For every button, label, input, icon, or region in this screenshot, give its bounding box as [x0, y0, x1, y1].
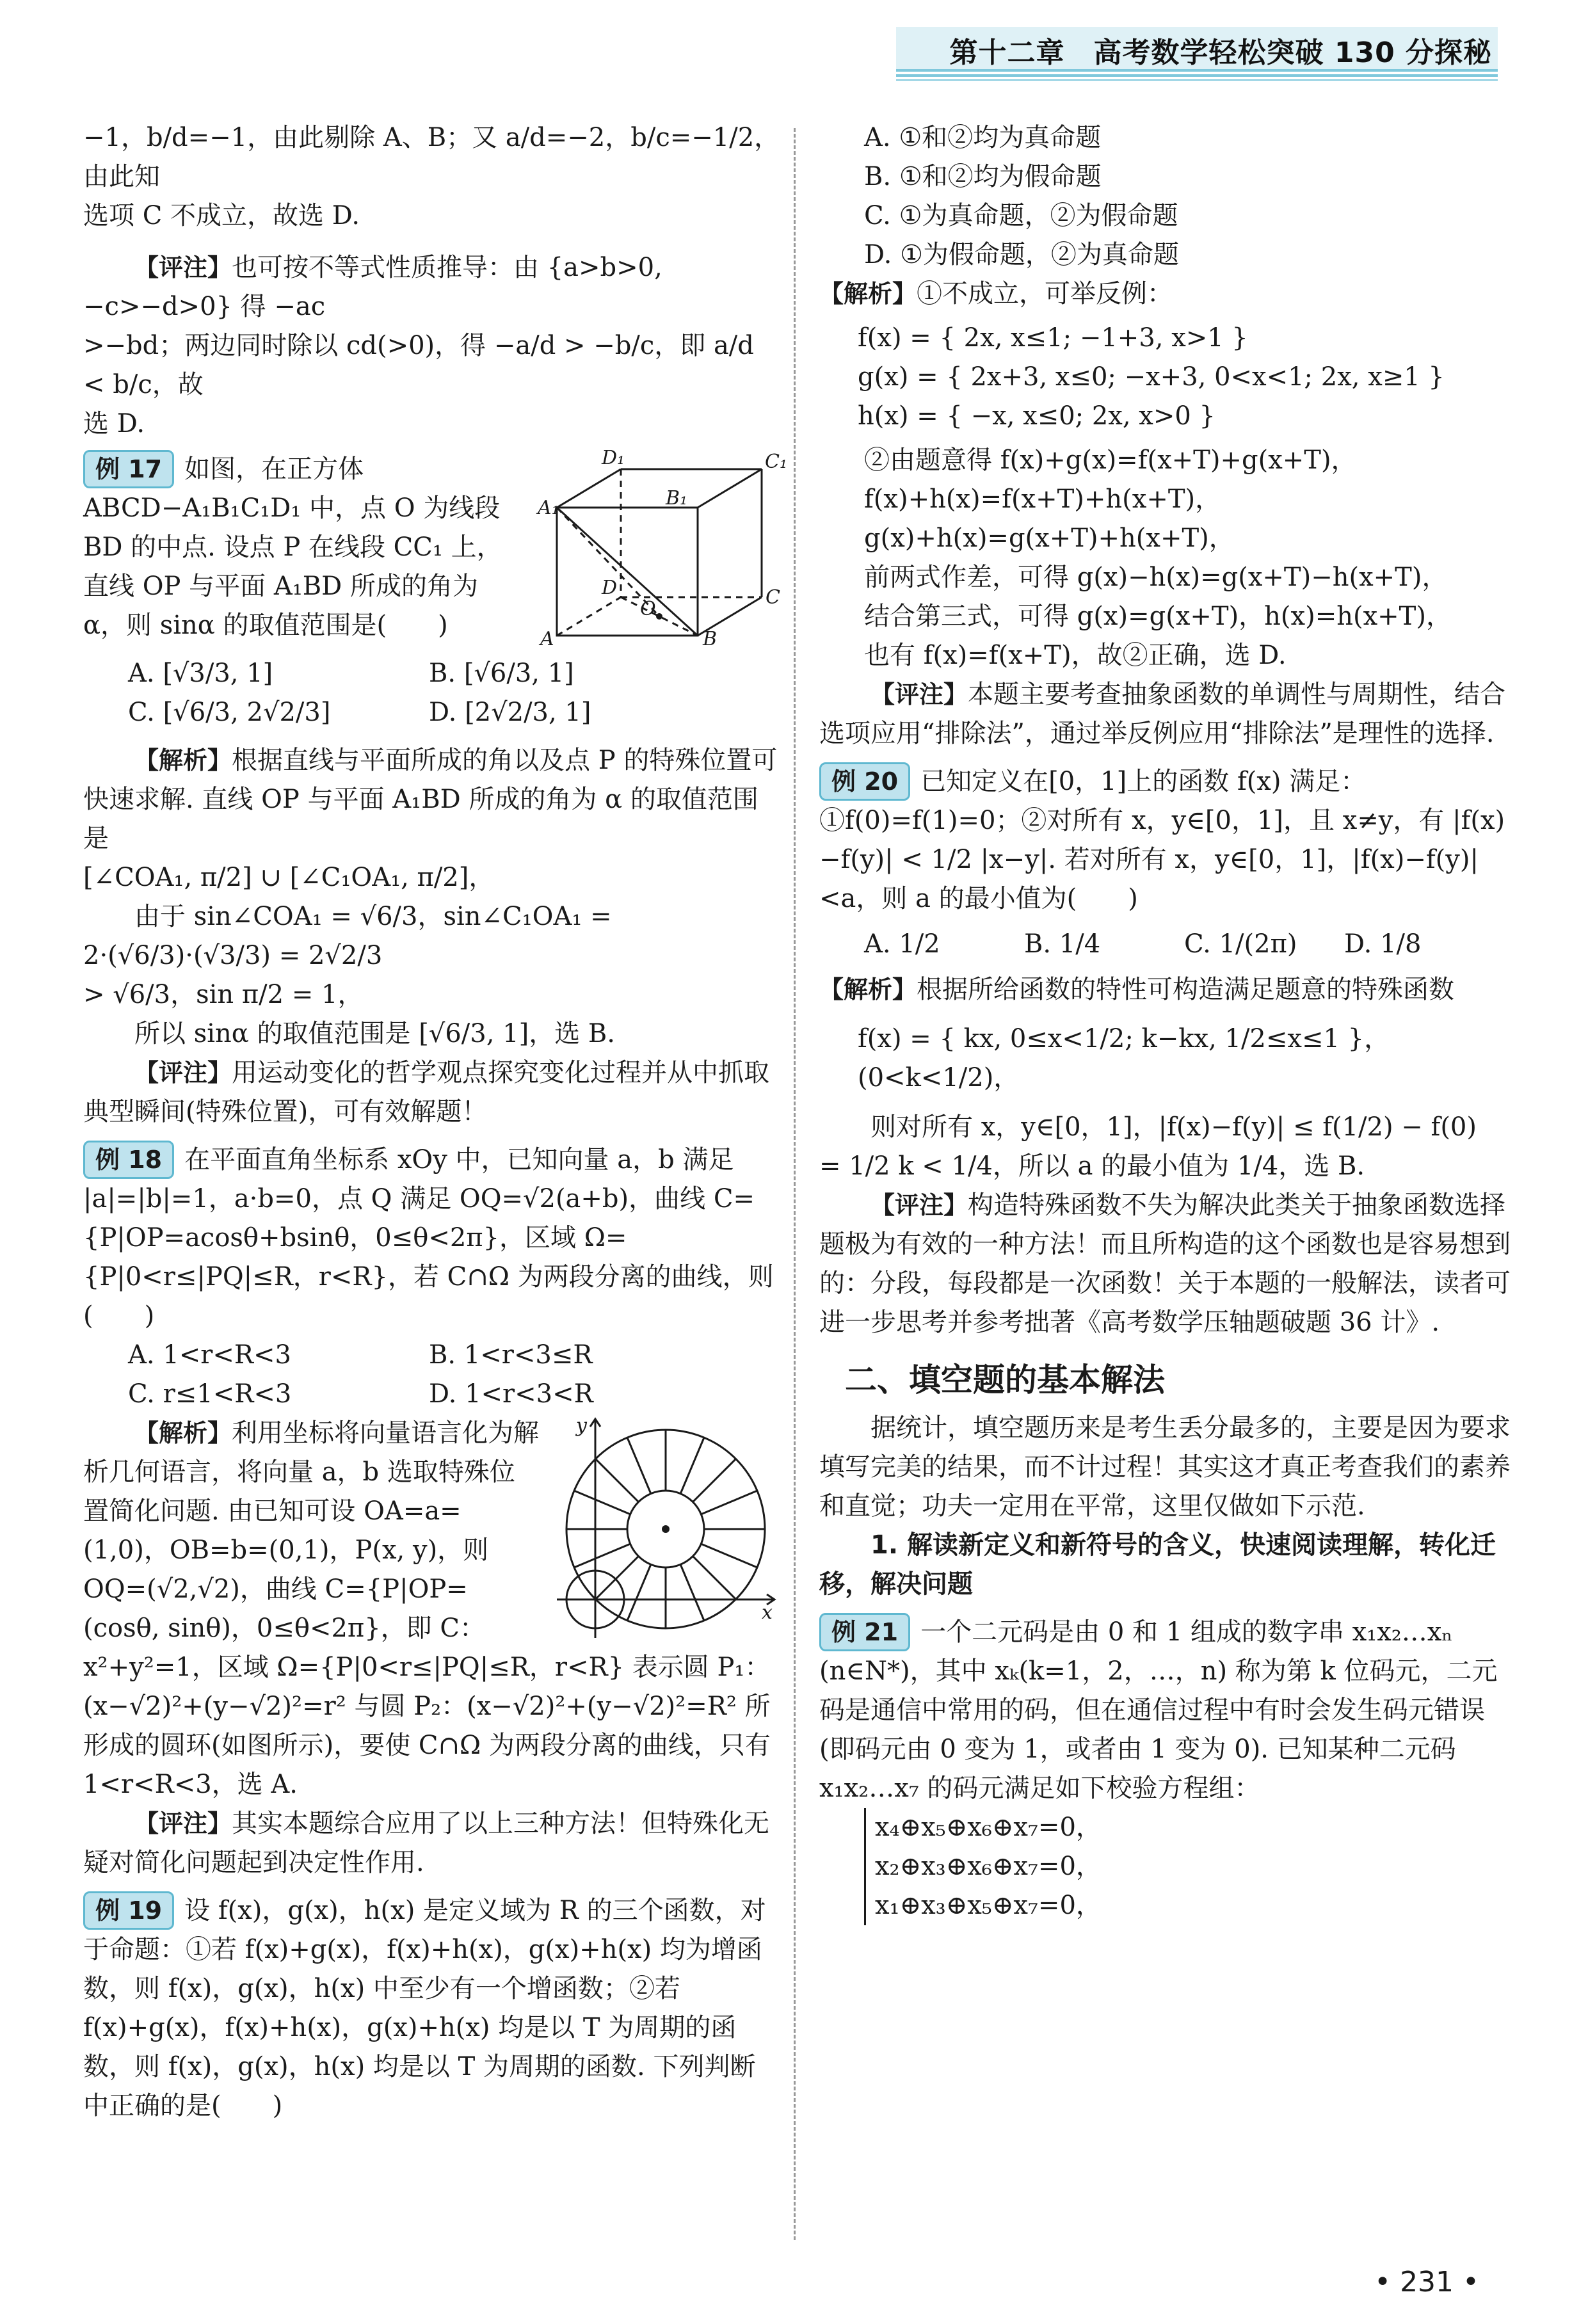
equation-1: x₄⊕x₅⊕x₆⊕x₇=0，	[875, 1813, 1102, 1842]
note-17	[83, 1054, 781, 1132]
solution-19-steps	[819, 441, 1517, 675]
example-18-options	[83, 1336, 781, 1414]
axis-x-label: x	[762, 1601, 773, 1624]
label-d1: D₁	[602, 447, 625, 469]
option-c: C. ①为真命题，②为假命题	[864, 201, 1178, 230]
header-stripes	[896, 69, 1498, 81]
example-17-badge: 例 17	[83, 450, 174, 488]
option-d: D. 1<r<3<R	[429, 1379, 593, 1409]
solution-20-answer: = 1/2 k < 1/4，所以 a 的最小值为 1/4，选 B.	[819, 1151, 1365, 1181]
label-c1: C₁	[765, 451, 787, 473]
example-18-text-2: |a|=|b|=1，a·b=0，点 Q 满足 OQ=√2(a+b)，曲线 C={P|OP=acosθ+bsinθ，0≤θ<2π}，区域 Ω={P|0<r≤|PQ|≤R，r<R}，若 C∩Ω 为两段分离的曲线，则( )	[83, 1184, 774, 1331]
solution-17-answer: 所以 sinα 的取值范围是 [√6/3, 1]，选 B.	[134, 1019, 616, 1048]
label-b1: B₁	[666, 487, 688, 509]
option-b: B. 1<r<3≤R	[429, 1340, 593, 1370]
option-c: C. r≤1<R<3	[128, 1379, 292, 1409]
example-19	[83, 1891, 781, 2126]
step-4: 前两式作差，可得 g(x)−h(x)=g(x+T)−h(x+T)，	[864, 563, 1448, 592]
example-17	[83, 447, 787, 650]
option-b: B. [√6/3, 1]	[429, 659, 574, 688]
solution-tag: 【解析】	[134, 1419, 232, 1447]
right-column	[819, 118, 1517, 1925]
piecewise-g: g(x) = { 2x+3, x≤0; −x+3, 0<x<1; 2x, x≥1 }	[858, 362, 1445, 392]
example-21	[819, 1613, 1517, 1808]
label-a: A	[540, 628, 554, 650]
example-18-badge: 例 18	[83, 1141, 174, 1179]
check-equations	[864, 1808, 1517, 1925]
example-19-text: 设 f(x)，g(x)，h(x) 是定义域为 R 的三个函数，对于命题：①若 f(x)+g(x)，f(x)+h(x)，g(x)+h(x) 均为增函数，则 f(x)，g(x)，h(x) 中至少有一个增函数；②若 f(x)+g(x)，f(x)+h(x)，g(x)+h(x) 均是以 T 为周期的函数，则 f(x)，g(x)，h(x) 均是以 T 为周期的函数. 下列判断中正确的是( )	[83, 1896, 766, 2120]
solution-tag: 【解析】	[819, 280, 917, 308]
piecewise-f: f(x) = { 2x, x≤1; −1+3, x>1 }	[858, 323, 1248, 353]
example-17-options	[83, 654, 781, 732]
step-2: f(x)+h(x)=f(x+T)+h(x+T)，	[864, 485, 1221, 514]
option-d: D. ①为假命题，②为真命题	[864, 240, 1179, 269]
solution-20-bound: 则对所有 x，y∈[0，1]，|f(x)−f(y)| ≤ f(1/2) − f(0)	[870, 1112, 1477, 1142]
solution-19	[819, 275, 1517, 314]
piecewise-special-f: f(x) = { kx, 0≤x<1/2; k−kx, 1/2≤x≤1 }，(0<k<1/2)，	[858, 1024, 1390, 1093]
option-a: A. [√3/3, 1]	[128, 659, 273, 688]
note-tag: 【评注】	[134, 1809, 232, 1838]
annulus-figure	[550, 1414, 781, 1644]
label-b: B	[703, 628, 718, 650]
subsection-heading: 1. 解读新定义和新符号的含义，快速阅读理解，转化迁移，解决问题	[819, 1530, 1496, 1599]
solution-17-calc: 由于 sin∠COA₁ = √6/3，sin∠C₁OA₁ = 2·(√6/3)·(√3/3) = 2√2/3	[83, 902, 612, 970]
label-o: O	[640, 598, 656, 620]
solution-tag: 【解析】	[134, 746, 232, 774]
note-17-text: 用运动变化的哲学观点探究变化过程并从中抓取典型瞬间(特殊位置)，可有效解题！	[83, 1058, 770, 1126]
option-a: A. 1<r<R<3	[128, 1340, 291, 1370]
example-21-text: 一个二元码是由 0 和 1 组成的数字串 x₁x₂…xₙ (n∈N*)，其中 xₖ(k=1，2，…，n) 称为第 k 位码元，二元码是通信中常用的码，但在通信过程中有时会发生码元错误(即码元由 0 变为 1，或者由 1 变为 0). 已知某种二元码 x₁x₂…x₇ 的码元满足如下校验方程组：	[819, 1617, 1498, 1803]
option-c: C. 1/(2π)	[1184, 929, 1297, 959]
note-tag: 【评注】	[134, 253, 232, 282]
label-d: D	[602, 577, 618, 599]
option-a: A. ①和②均为真命题	[864, 123, 1102, 152]
note-19-text: 本题主要考查抽象函数的单调性与周期性，结合选项应用“排除法”，通过举反例应用“排除法”是理性的选择.	[819, 680, 1506, 748]
solution-20	[819, 970, 1517, 1009]
solution-17-compare: > √6/3，sin π/2 = 1，	[83, 980, 364, 1009]
note-18	[83, 1804, 781, 1882]
note-20	[819, 1186, 1517, 1342]
step-5: 结合第三式，可得 g(x)=g(x+T)，h(x)=h(x+T)，	[864, 602, 1452, 631]
example-21-badge: 例 21	[819, 1613, 910, 1651]
example-20-options	[819, 925, 1517, 964]
section-intro: 据统计，填空题历来是考生丢分最多的，主要是因为要求填写完美的结果，而不计过程！其实这才真正考查我们的素养和直觉；功夫一定用在平常，这里仅做如下示范.	[819, 1413, 1511, 1521]
chapter-title: 第十二章 高考数学轻松突破 130 分探秘	[949, 36, 1492, 69]
continued-line-2: 选项 C 不成立，故选 D.	[83, 201, 360, 230]
option-d: D. [2√2/3, 1]	[429, 698, 591, 727]
step-6: 也有 f(x)=f(x+T)，故②正确，选 D.	[864, 641, 1287, 670]
note-tag: 【评注】	[870, 1191, 968, 1219]
example-20-text: 已知定义在[0，1]上的函数 f(x) 满足：①f(0)=f(1)=0；②对所有 x，y∈[0，1]，且 x≠y，有 |f(x)−f(y)| < 1/2 |x−y|. 若对所有 x，y∈[0，1]，|f(x)−f(y)|<a，则 a 的最小值为( )	[819, 767, 1505, 913]
example-18	[83, 1141, 781, 1180]
cube-figure	[538, 447, 787, 650]
option-b: B. 1/4	[1024, 929, 1101, 959]
label-c: C	[766, 586, 780, 609]
step-1: ②由题意得 f(x)+g(x)=f(x+T)+g(x+T)，	[864, 445, 1357, 475]
option-d: D. 1/8	[1344, 929, 1422, 959]
example-20	[819, 762, 1517, 918]
option-b: B. ①和②均为假命题	[864, 162, 1102, 191]
piecewise-h: h(x) = { −x, x≤0; 2x, x>0 }	[858, 401, 1215, 431]
note-18-text: 其实本题综合应用了以上三种方法！但特殊化无疑对简化问题起到决定性作用.	[83, 1809, 770, 1877]
solution-19-intro: ①不成立，可举反例：	[917, 279, 1173, 309]
note-16-line-3: 选 D.	[83, 409, 145, 438]
solution-17-text: 根据直线与平面所成的角以及点 P 的特殊位置可快速求解. 直线 OP 与平面 A₁BD 所成的角为 α 的取值范围是	[83, 746, 778, 853]
example-18-text: 在平面直角坐标系 xOy 中，已知向量 a，b 满足	[184, 1145, 734, 1174]
solution-18	[83, 1414, 781, 1804]
note-19	[819, 675, 1517, 753]
example-20-badge: 例 20	[819, 762, 910, 801]
note-16-line-2: >−bd；两边同时除以 cd(>0)，得 −a/d > −b/c，即 a/d < b/c，故	[83, 331, 754, 399]
option-c: C. [√6/3, 2√2/3]	[128, 698, 331, 727]
solution-18-text: 利用坐标将向量语言化为解析几何语言，将向量 a，b 选取特殊位置简化问题. 由已知可设 OA=a=(1,0)，OB=b=(0,1)，P(x, y)，则 OQ=(√2,√2)，曲线 C={P|OP=(cosθ, sinθ)，0≤θ<2π}，即 C：x²+y²=1，区域 Ω={P|0<r≤|PQ|≤R，r<R} 表示圆 P₁：(x−√2)²+(y−√2)²=r² 与圆 P₂：(x−√2)²+(y−√2)²=R² 所形成的圆环(如图所示)，要使 C∩Ω 为两段分离的曲线，只有 1<r<R<3，选 A.	[83, 1418, 771, 1799]
label-a1: A₁	[538, 497, 559, 519]
note-20-text: 构造特殊函数不失为解决此类关于抽象函数选择题极为有效的一种方法！而且所构造的这个函数也是容易想到的：分段，每段都是一次函数！关于本题的一般解法，读者可进一步思考并参考拙著《高考数学压轴题破题 36 计》.	[819, 1190, 1511, 1337]
note-16	[83, 248, 781, 326]
example-19-badge: 例 19	[83, 1891, 174, 1930]
solution-17-range: [∠COA₁, π/2] ∪ [∠C₁OA₁, π/2]，	[83, 863, 495, 892]
option-a: A. 1/2	[864, 929, 940, 959]
equation-2: x₂⊕x₃⊕x₆⊕x₇=0，	[875, 1852, 1102, 1881]
left-column	[83, 118, 787, 2126]
page-number: • 231 •	[1374, 2266, 1479, 2298]
example-17-text: 如图，在正方体 ABCD−A₁B₁C₁D₁ 中，点 O 为线段 BD 的中点. 设点 P 在线段 CC₁ 上，直线 OP 与平面 A₁BD 所成的角为 α，则 sinα 的取值范围是( )	[83, 454, 502, 640]
section-heading: 二、填空题的基本解法	[845, 1361, 1165, 1398]
equation-3: x₁⊕x₃⊕x₅⊕x₇=0，	[875, 1891, 1102, 1920]
note-tag: 【评注】	[870, 680, 968, 709]
axis-y-label: y	[576, 1414, 587, 1437]
point-o	[656, 613, 662, 620]
step-3: g(x)+h(x)=g(x+T)+h(x+T)，	[864, 524, 1235, 553]
solution-17	[83, 741, 781, 858]
note-tag: 【评注】	[134, 1059, 232, 1087]
example-19-options	[819, 118, 1517, 275]
continued-line-1: −1，b/d=−1，由此剔除 A、B；又 a/d=−2，b/c=−1/2，由此知	[83, 123, 780, 191]
column-divider	[794, 128, 796, 2240]
solution-20-text: 根据所给函数的特性可构造满足题意的特殊函数	[917, 975, 1455, 1004]
solution-tag: 【解析】	[819, 975, 917, 1004]
note-16-text: 也可按不等式性质推导：由 {a>b>0, −c>−d>0} 得 −ac	[83, 253, 662, 321]
